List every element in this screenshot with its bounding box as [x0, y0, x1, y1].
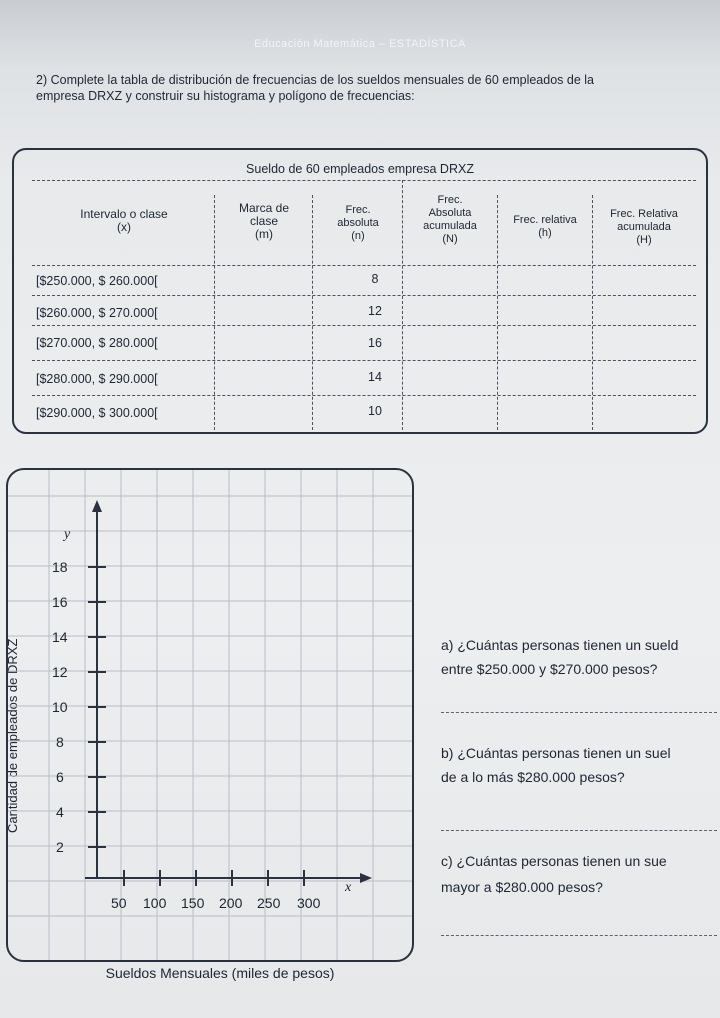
question-b-line-1: b) ¿Cuántas personas tienen un suel	[441, 745, 671, 761]
x-tick-label: 100	[143, 895, 167, 911]
column-divider	[592, 195, 593, 430]
table-divider	[32, 360, 696, 361]
row-interval: [$260.000, $ 270.000[	[36, 306, 158, 320]
y-axis-arrow	[92, 500, 102, 512]
column-divider	[312, 195, 313, 430]
x-axis-letter: x	[345, 880, 352, 895]
row-interval: [$250.000, $ 260.000[	[36, 274, 158, 288]
question-2-line-2: empresa DRXZ y construir su histograma y polígono de frecuencias:	[36, 89, 415, 103]
row-frequency: 16	[368, 336, 382, 350]
row-frequency: 14	[368, 370, 382, 384]
table-divider	[32, 180, 696, 181]
header-relative-frequency: Frec. relativa (h)	[513, 214, 577, 239]
y-tick-label: 16	[52, 594, 68, 610]
table-title: Sueldo de 60 empleados empresa DRXZ	[246, 162, 474, 176]
y-tick-label: 18	[52, 559, 68, 575]
answer-line-c[interactable]	[441, 935, 717, 936]
x-tick-label: 200	[219, 895, 243, 911]
row-frequency: 10	[368, 404, 382, 418]
header-class-mark: Marca de clase (m)	[238, 201, 290, 241]
answer-line-a[interactable]	[441, 712, 717, 713]
question-a-line-1: a) ¿Cuántas personas tienen un sueld	[441, 637, 679, 653]
row-interval: [$270.000, $ 280.000[	[36, 336, 158, 350]
question-a-line-2: entre $250.000 y $270.000 pesos?	[441, 661, 658, 677]
frequency-table	[12, 148, 708, 434]
table-divider	[32, 325, 696, 326]
y-axis-letter: y	[64, 527, 71, 542]
row-frequency: 8	[371, 272, 379, 286]
header-absolute-frequency: Frec. absoluta (n)	[337, 204, 379, 242]
header-cumulative-relative-frequency: Frec. Relativa acumulada (H)	[610, 208, 678, 246]
y-tick-label: 10	[52, 699, 68, 715]
column-divider	[497, 195, 498, 430]
y-tick-label: 6	[56, 769, 64, 785]
y-tick-label: 2	[56, 839, 64, 855]
y-tick-label: 12	[52, 664, 68, 680]
header-band	[0, 0, 720, 70]
row-interval: [$290.000, $ 300.000[	[36, 406, 158, 420]
y-axis-side-label: Cantidad de empleados de DRXZ	[5, 638, 20, 833]
question-b-line-2: de a lo más $280.000 pesos?	[441, 769, 625, 785]
y-tick-label: 8	[56, 734, 64, 750]
x-tick-label: 150	[181, 895, 205, 911]
x-tick-label: 250	[257, 895, 281, 911]
header-cumulative-frequency: Frec. Absoluta acumulada (N)	[423, 194, 477, 245]
y-tick-label: 14	[52, 629, 68, 645]
table-divider	[32, 295, 696, 296]
answer-line-b[interactable]	[441, 830, 717, 831]
x-tick-label: 300	[297, 895, 321, 911]
x-axis-title: Sueldos Mensuales (miles de pesos)	[105, 965, 335, 981]
question-2-line-1: 2) Complete la tabla de distribución de frecuencias de los sueldos mensuales de 60 empleados de la	[36, 73, 594, 87]
question-2	[36, 72, 696, 104]
header-interval: Intervalo o clase (x)	[80, 207, 168, 234]
row-interval: [$280.000, $ 290.000[	[36, 372, 158, 386]
question-c-line-1: c) ¿Cuántas personas tienen un sue	[441, 853, 667, 869]
worksheet-header: Educación Matemática – ESTADÍSTICA	[254, 38, 466, 50]
table-divider	[32, 265, 696, 266]
column-divider	[214, 195, 215, 430]
table-divider	[32, 395, 696, 396]
row-frequency: 12	[368, 304, 382, 318]
y-tick-label: 4	[56, 804, 64, 820]
question-c-line-2: mayor a $280.000 pesos?	[441, 879, 603, 895]
grid-svg	[8, 470, 412, 960]
x-tick-label: 50	[111, 895, 127, 911]
